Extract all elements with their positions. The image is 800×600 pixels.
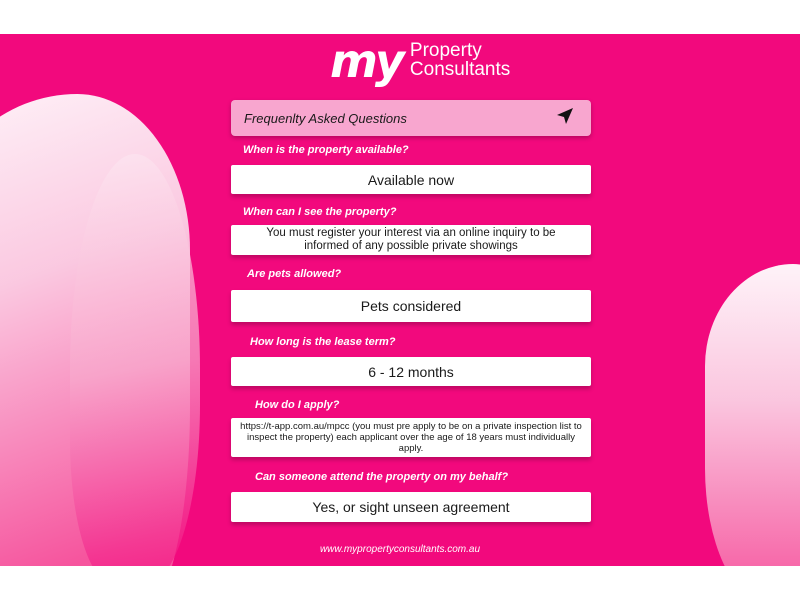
brand-logo xyxy=(330,34,511,88)
faq-question-1: When is the property available? xyxy=(243,144,409,156)
logo-line-1: Property xyxy=(409,40,482,61)
faq-answer-4: 6 - 12 months xyxy=(231,357,591,386)
faq-question-4: How long is the lease term? xyxy=(250,336,396,348)
faq-answer-6: Yes, or sight unseen agreement xyxy=(231,492,591,522)
decorative-blob-right xyxy=(705,264,800,566)
poster-canvas xyxy=(0,34,800,566)
faq-title: Frequenlty Asked Questions xyxy=(244,110,407,126)
logo-line-2: Consultants xyxy=(409,59,511,80)
faq-header-bar xyxy=(231,100,591,136)
faq-answer-1: Available now xyxy=(231,165,591,194)
logo-mark: my xyxy=(330,34,402,88)
faq-answer-5: https://t-app.com.au/mpcc (you must pre apply to be on a private inspection list to inspect the property) each applicant over the age of 18 years must individually apply. xyxy=(231,418,591,457)
faq-question-6: Can someone attend the property on my behalf? xyxy=(255,471,509,483)
footer-website-url: www.mypropertyconsultants.com.au xyxy=(319,544,481,555)
decorative-blob-left-inner xyxy=(70,154,200,566)
faq-question-2: When can I see the property? xyxy=(243,206,397,218)
faq-answer-3: Pets considered xyxy=(231,290,591,322)
faq-question-5: How do I apply? xyxy=(255,399,340,411)
faq-answer-2: You must register your interest via an online inquiry to be informed of any possible private showings xyxy=(231,225,591,255)
navigation-arrow-icon xyxy=(555,106,575,131)
faq-question-3: Are pets allowed? xyxy=(247,268,342,280)
logo-wordmark xyxy=(410,39,510,79)
